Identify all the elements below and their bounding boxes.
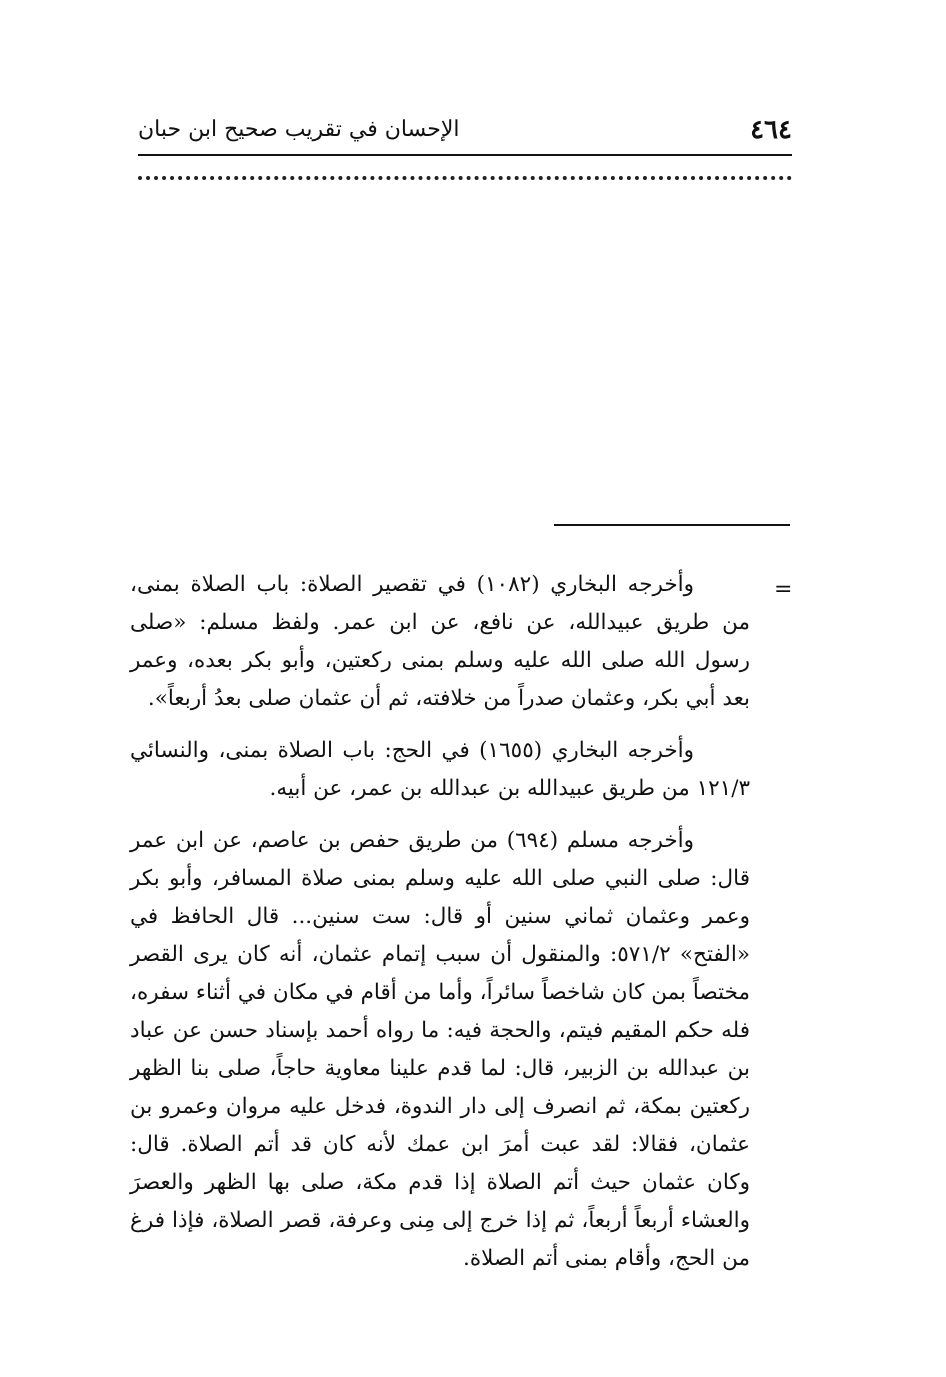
footnote-continuation-mark: = bbox=[774, 577, 793, 602]
footnote-paragraph: وأخرجه البخاري (١٠٨٢) في تقصير الصلاة: باب الصلاة بمنى، من طريق عبيدالله، عن نافع، عن ابن عمر. ولفظ مسلم: «صلى رسول الله صلى الله عليه وسلم بمنى ركعتين، وأبو بكر بعده، وعمر بعد أبي بكر، وعثمان صدراً من خلافته، ثم أن عثمان صلى بعدُ أربعاً». bbox=[130, 572, 750, 711]
running-title: الإحسان في تقريب صحيح ابن حبان bbox=[138, 117, 460, 142]
page-header bbox=[138, 110, 792, 150]
dotted-separator bbox=[138, 176, 792, 180]
header-rule bbox=[138, 154, 792, 156]
footnote-separator bbox=[554, 524, 790, 526]
footnote-paragraph: وأخرجه البخاري (١٦٥٥) في الحج: باب الصلاة بمنى، والنسائي ١٢١/٣ من طريق عبيدالله بن عبدالله بن عمر، عن أبيه. bbox=[130, 738, 750, 801]
footnote-paragraph: وأخرجه مسلم (٦٩٤) من طريق حفص بن عاصم، عن ابن عمر قال: صلى النبي صلى الله عليه وسلم بمنى صلاة المسافر، وأبو بكر وعمر وعثمان ثماني سنين أو قال: ست سنين... قال الحافظ في «الفتح» ٥٧١/٢: والمنقول أن سبب إتمام عثمان، أنه كان يرى القصر مختصاً بمن كان شاخصاً سائراً، وأما من أقام في مكان في أثناء سفره، فله حكم المقيم فيتم، والحجة فيه: ما رواه أحمد بإسناد حسن عن عباد بن عبدالله بن الزبير، قال: لما قدم علينا معاوية حاجاً، صلى بنا الظهر ركعتين بمكة، ثم انصرف إلى دار الندوة، فدخل عليه مروان وعمرو بن عثمان، فقالا: لقد عبت أمرَ ابن عمك لأنه كان قد أتم الصلاة. قال: وكان عثمان حيث أتم الصلاة إذا قدم مكة، صلى بها الظهر والعصرَ والعشاء أربعاً أربعاً، ثم إذا خرج إلى مِنى وعرفة، قصر الصلاة، فإذا فرغ من الحج، وأقام بمنى أتم الصلاة. bbox=[130, 828, 750, 1271]
page-number: ٤٦٤ bbox=[750, 115, 792, 145]
footnotes bbox=[130, 566, 750, 1278]
